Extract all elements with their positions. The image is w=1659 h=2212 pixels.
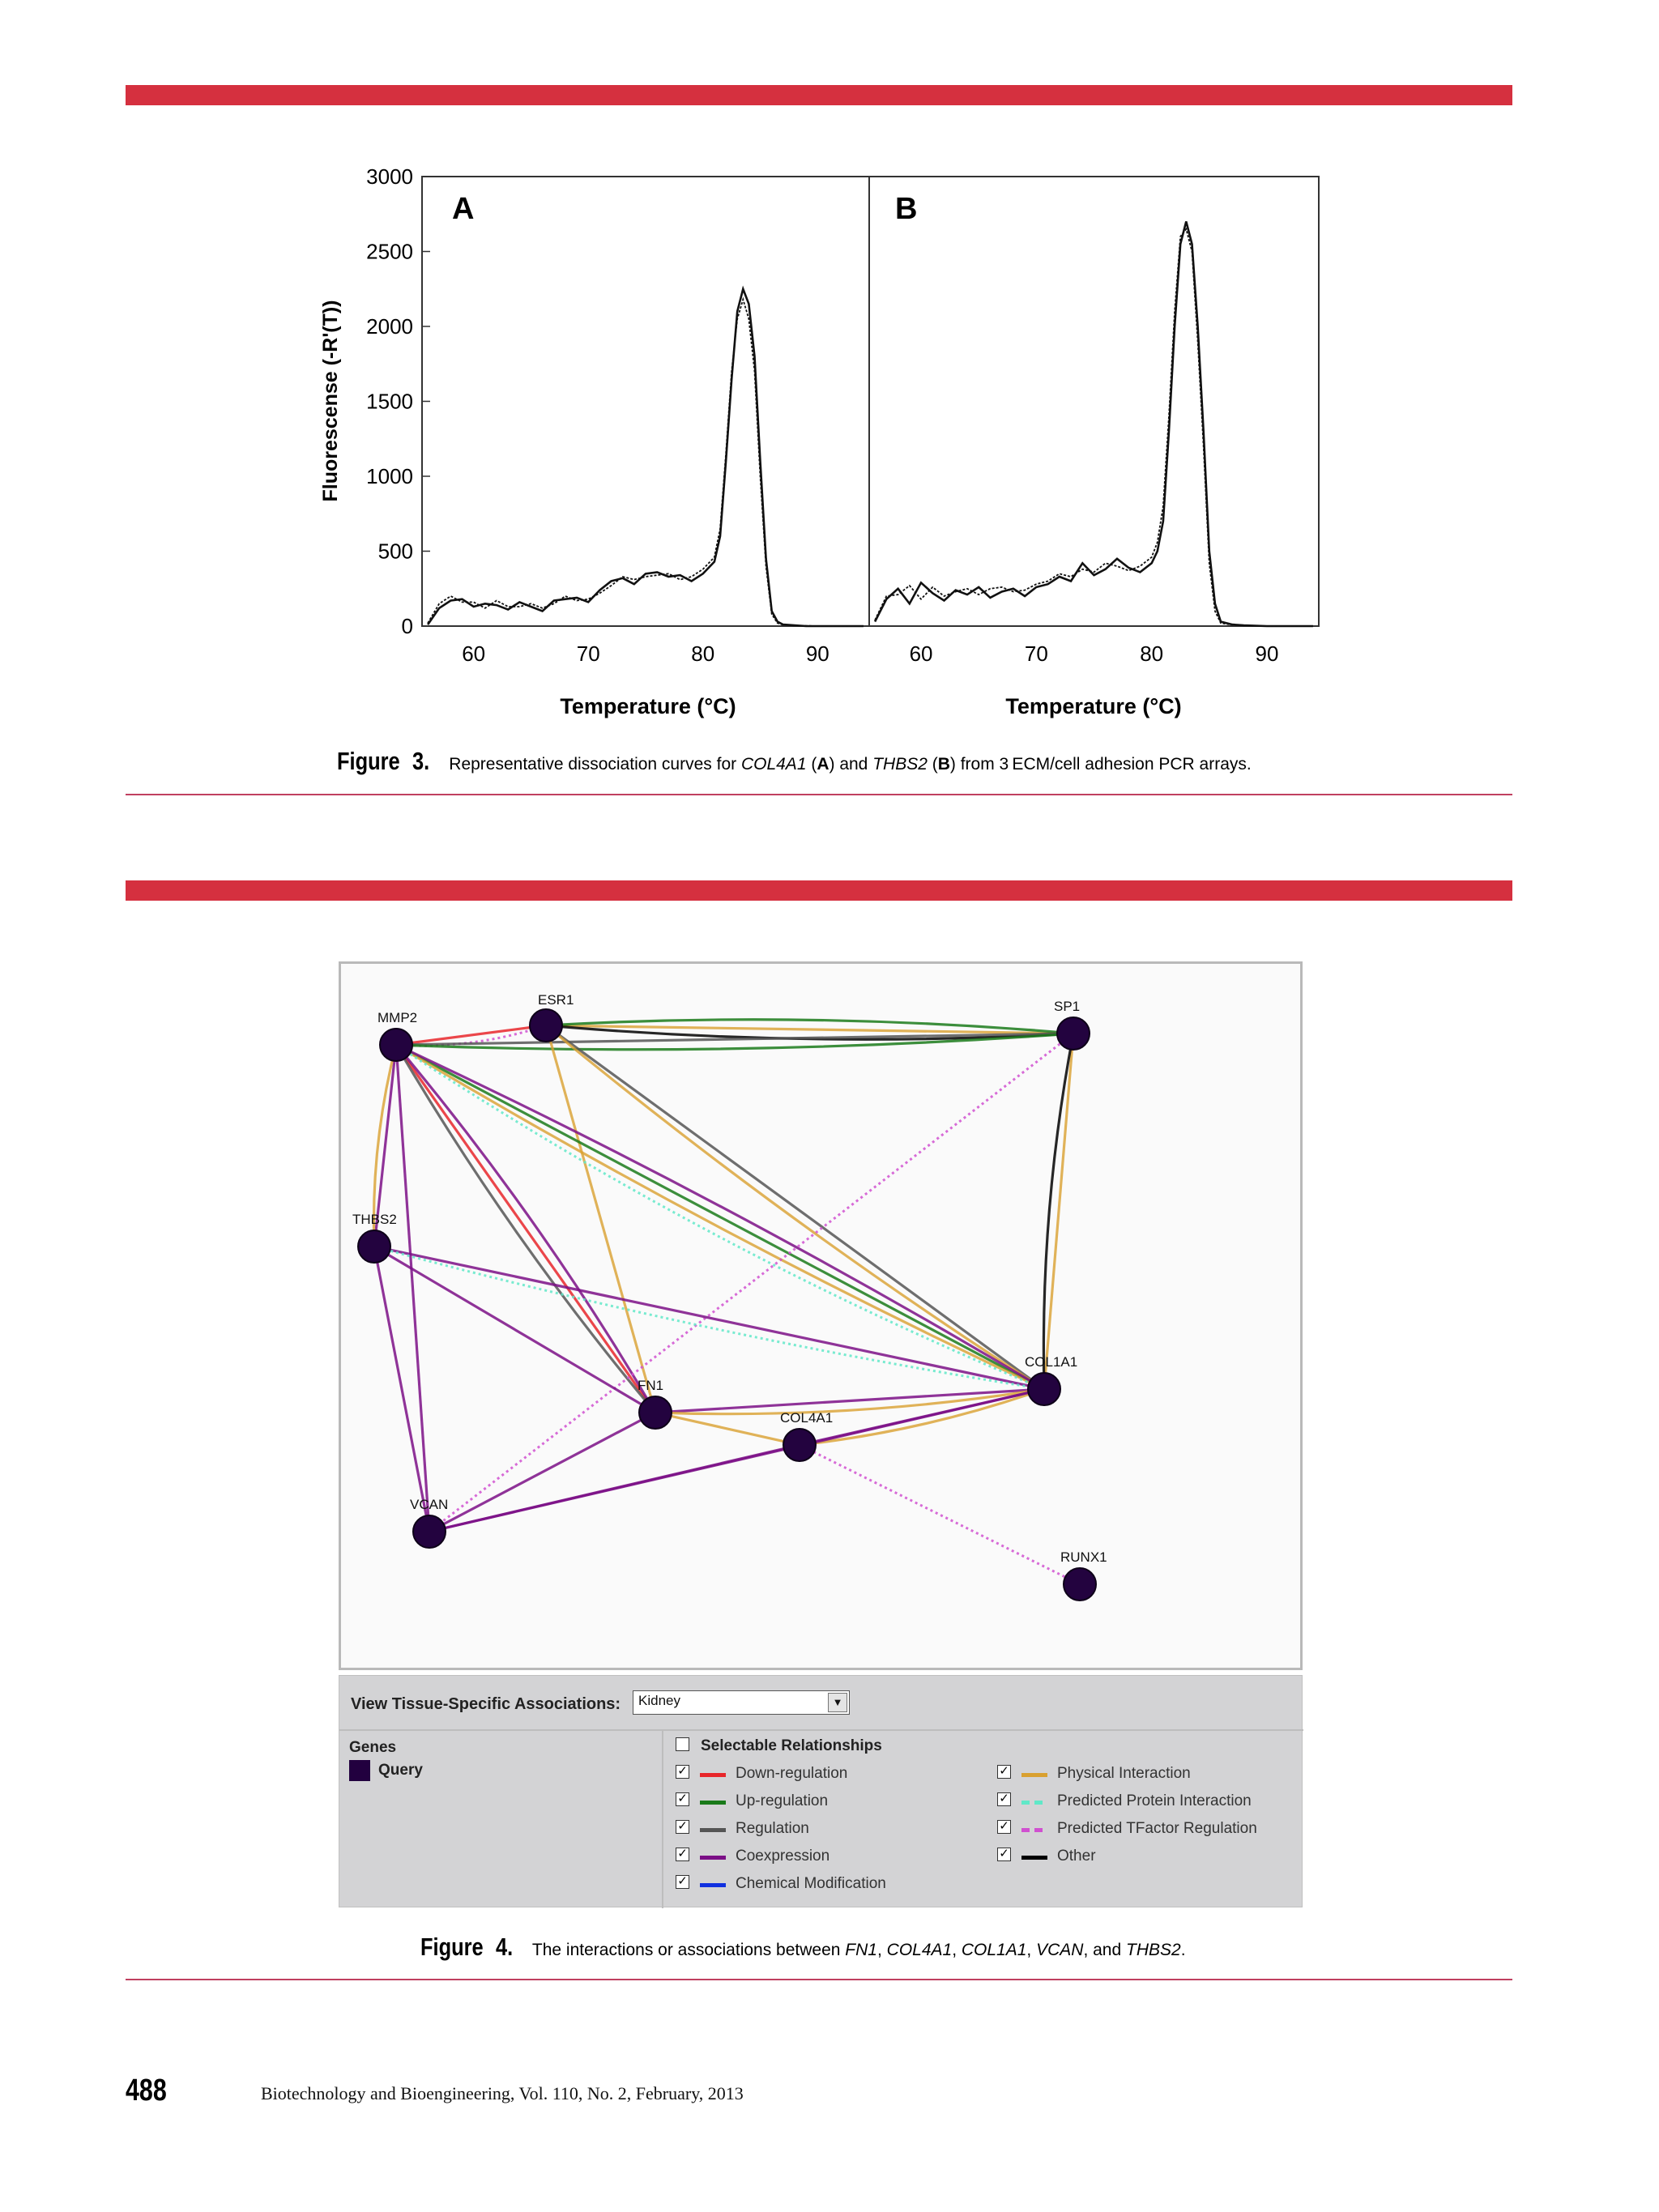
caption-text: , (952, 1941, 962, 1959)
relationship-swatch (700, 1801, 726, 1805)
caption-figure-number: 3. (412, 747, 429, 775)
node-thbs2[interactable] (358, 1230, 390, 1263)
y-tick-label: 1500 (366, 389, 413, 414)
caption-figure-word: Figure (420, 1933, 484, 1961)
caption-gene: FN1 (845, 1941, 877, 1959)
relationship-label: Predicted TFactor Regulation (1057, 1820, 1257, 1837)
caption-text: ( (806, 755, 817, 774)
relationship-label: Up-regulation (736, 1792, 829, 1809)
caption-figure-number: 4. (495, 1933, 513, 1961)
relationship-checkbox[interactable]: ✓ (997, 1792, 1011, 1806)
caption-panel: A (817, 755, 830, 774)
node-runx1[interactable] (1064, 1568, 1096, 1600)
relationship-checkbox[interactable]: ✓ (997, 1820, 1011, 1834)
caption-figure-word: Figure (337, 747, 400, 775)
node-label-col4a1: COL4A1 (780, 1410, 834, 1426)
x-tick-label: 60 (462, 641, 486, 666)
selectable-relationships-checkbox[interactable] (676, 1737, 689, 1751)
node-col1a1[interactable] (1028, 1373, 1060, 1405)
relationship-checkbox[interactable]: ✓ (997, 1848, 1011, 1861)
x-tick-label: 80 (1140, 641, 1164, 666)
tissue-label: View Tissue-Specific Associations: (351, 1695, 621, 1713)
edge-thbs2-vcan[interactable] (374, 1247, 429, 1532)
relationship-label: Predicted Protein Interaction (1057, 1792, 1252, 1809)
melt-curve-b-2 (875, 229, 1313, 626)
tissue-select-value: Kidney (638, 1693, 680, 1708)
caption-gene: THBS2 (1126, 1941, 1181, 1959)
caption-gene: VCAN (1036, 1941, 1084, 1959)
x-tick-label: 90 (805, 641, 830, 666)
node-label-mmp2: MMP2 (377, 1010, 418, 1025)
node-label-col1a1: COL1A1 (1025, 1354, 1078, 1370)
caption-text: ) and (829, 755, 873, 774)
node-esr1[interactable] (530, 1009, 562, 1042)
relationship-swatch (700, 1828, 726, 1832)
caption-gene: COL1A1 (961, 1941, 1027, 1959)
x-tick-label: 90 (1255, 641, 1279, 666)
edge-mmp2-col1a1[interactable] (396, 1045, 1044, 1389)
caption-text: , (876, 1941, 887, 1959)
relationship-swatch (1021, 1828, 1047, 1832)
caption-text: . (1180, 1941, 1186, 1959)
figure4-caption (420, 1933, 1186, 1962)
edge-fn1-col4a1[interactable] (655, 1413, 800, 1445)
figure3-caption (337, 747, 1252, 776)
node-label-sp1: SP1 (1054, 999, 1081, 1014)
edge-esr1-col1a1[interactable] (546, 1025, 1044, 1389)
caption-gene: COL4A1 (886, 1941, 953, 1959)
x-axis-label-a: Temperature (°C) (560, 694, 736, 718)
x-tick-label: 70 (576, 641, 600, 666)
genes-heading: Genes (349, 1739, 397, 1756)
caption-text: ) from 3 ECM/cell adhesion PCR arrays. (949, 755, 1252, 774)
relationship-swatch (1021, 1773, 1047, 1777)
relationship-swatch (700, 1856, 726, 1860)
panel-label-b: B (895, 192, 918, 226)
melt-curve-a-2 (428, 300, 864, 626)
node-label-thbs2: THBS2 (352, 1212, 397, 1227)
tissue-select[interactable] (633, 1690, 850, 1715)
relationship-label: Regulation (736, 1820, 809, 1837)
y-tick-label: 2500 (366, 239, 413, 264)
x-tick-label: 60 (909, 641, 933, 666)
node-label-vcan: VCAN (410, 1497, 449, 1512)
y-tick-label: 3000 (366, 164, 413, 189)
query-swatch (349, 1760, 370, 1781)
caption-gene: COL4A1 (740, 755, 807, 774)
query-label: Query (378, 1762, 423, 1779)
node-label-runx1: RUNX1 (1060, 1549, 1107, 1565)
relationship-checkbox[interactable]: ✓ (676, 1765, 689, 1779)
figure3-bottom-rule (126, 794, 1512, 795)
panel-b-frame (869, 177, 1319, 626)
chevron-down-icon[interactable]: ▼ (828, 1693, 847, 1712)
edge-esr1-fn1[interactable] (546, 1025, 655, 1413)
panel-label-a: A (452, 192, 475, 226)
caption-text: ( (927, 755, 938, 774)
relationship-label: Physical Interaction (1057, 1765, 1191, 1782)
relationship-label: Coexpression (736, 1848, 830, 1865)
node-fn1[interactable] (639, 1396, 672, 1429)
header-bar-figure3 (126, 85, 1512, 105)
figure3-chart (0, 138, 1659, 834)
caption-text: The interactions or associations between (531, 1941, 846, 1959)
relationship-checkbox[interactable]: ✓ (676, 1848, 689, 1861)
relationship-swatch (700, 1883, 726, 1887)
y-tick-label: 500 (377, 539, 413, 564)
relationship-label: Other (1057, 1848, 1096, 1865)
caption-text: Representative dissociation curves for (449, 755, 741, 774)
node-col4a1[interactable] (783, 1429, 816, 1461)
page-number: 488 (126, 2073, 167, 2108)
y-tick-label: 1000 (366, 464, 413, 488)
y-tick-label: 2000 (366, 314, 413, 339)
node-sp1[interactable] (1057, 1017, 1090, 1050)
caption-text: , (1026, 1941, 1037, 1959)
relationship-checkbox[interactable]: ✓ (676, 1820, 689, 1834)
melt-curve-b-1 (875, 222, 1313, 627)
relationship-swatch (700, 1773, 726, 1777)
x-axis-label-b: Temperature (°C) (1005, 694, 1182, 718)
caption-text: , and (1083, 1941, 1126, 1959)
relationship-checkbox[interactable]: ✓ (676, 1875, 689, 1889)
selectable-relationships-label: Selectable Relationships (701, 1737, 882, 1754)
panel-divider-vertical (662, 1731, 663, 1908)
node-mmp2[interactable] (380, 1029, 412, 1061)
x-tick-label: 80 (691, 641, 715, 666)
y-tick-label: 0 (401, 614, 413, 638)
relationship-label: Chemical Modification (736, 1875, 886, 1892)
panel-a-frame (422, 177, 869, 626)
node-vcan[interactable] (413, 1515, 446, 1548)
journal-citation: Biotechnology and Bioengineering, Vol. 110, No. 2, February, 2013 (261, 2083, 744, 2103)
relationship-swatch (1021, 1801, 1047, 1805)
panel-divider-horizontal (339, 1729, 1303, 1731)
x-tick-label: 70 (1024, 641, 1048, 666)
caption-gene: THBS2 (872, 755, 928, 774)
figure4-bottom-rule (126, 1979, 1512, 1980)
edge-thbs2-col1a1[interactable] (374, 1247, 1044, 1389)
caption-panel: B (937, 755, 950, 774)
node-label-fn1: FN1 (638, 1378, 664, 1393)
melt-curve-a-1 (428, 289, 864, 626)
node-label-esr1: ESR1 (538, 992, 574, 1008)
relationship-swatch (1021, 1856, 1047, 1860)
header-bar-figure4 (126, 880, 1512, 901)
edge-mmp2-vcan[interactable] (396, 1045, 429, 1532)
edge-runx1-col4a1[interactable] (800, 1445, 1080, 1584)
legend-panel (339, 1675, 1303, 1907)
edge-mmp2-fn1[interactable] (396, 1045, 655, 1413)
relationship-checkbox[interactable]: ✓ (997, 1765, 1011, 1779)
y-axis-label: Fluorescense (-R'(T)) (319, 300, 342, 502)
edge-vcan-fn1[interactable] (429, 1413, 655, 1532)
relationship-checkbox[interactable]: ✓ (676, 1792, 689, 1806)
network-canvas[interactable] (339, 961, 1303, 1670)
network-graph[interactable] (341, 964, 1300, 1668)
relationship-label: Down-regulation (736, 1765, 848, 1782)
